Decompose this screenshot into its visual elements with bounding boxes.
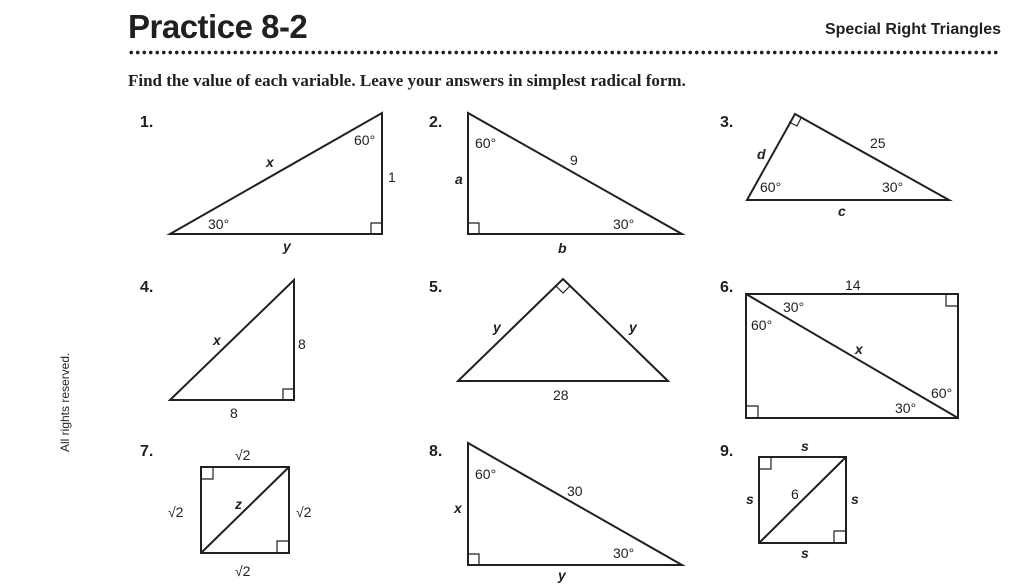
side-label: √2 <box>168 504 184 520</box>
side-label: 8 <box>298 336 306 352</box>
side-label: √2 <box>296 504 312 520</box>
side-label: a <box>455 171 463 187</box>
angle-label: 60° <box>354 132 376 148</box>
angle-label: 30° <box>613 545 635 561</box>
problem-3 <box>720 114 949 219</box>
problem-4 <box>140 279 306 421</box>
problem-5 <box>429 279 668 403</box>
problem-number: 1. <box>140 114 154 131</box>
side-label: s <box>851 491 859 507</box>
right-angle-mark <box>746 406 758 418</box>
problem-6 <box>720 277 958 418</box>
problem-number: 7. <box>140 443 154 460</box>
right-angle-mark <box>277 541 289 553</box>
angle-label: 60° <box>751 317 773 333</box>
right-angle-mark <box>371 223 382 234</box>
problem-2 <box>429 113 682 256</box>
problem-1 <box>140 113 396 254</box>
side-label: x <box>213 332 221 348</box>
angle-label: 60° <box>760 179 782 195</box>
side-label: x <box>855 341 863 357</box>
problem-7 <box>140 443 312 579</box>
problem-number: 2. <box>429 114 443 131</box>
diagonal <box>759 457 846 543</box>
side-label: 6 <box>791 486 799 502</box>
side-label: s <box>801 545 809 561</box>
side-label: 25 <box>870 135 886 151</box>
side-label: x <box>266 154 274 170</box>
side-label: y <box>493 319 501 335</box>
side-label: c <box>838 203 846 219</box>
problem-number: 5. <box>429 279 443 296</box>
angle-label: 30° <box>895 400 917 416</box>
side-label: 30 <box>567 483 583 499</box>
diagonal <box>201 467 289 553</box>
problem-number: 3. <box>720 114 734 131</box>
side-label: d <box>757 146 766 162</box>
side-label: y <box>558 567 566 583</box>
side-label: 28 <box>553 387 569 403</box>
right-angle-mark <box>468 223 479 234</box>
problem-number: 8. <box>429 443 443 460</box>
side-label: y <box>629 319 637 335</box>
side-label: 9 <box>570 152 578 168</box>
right-angle-mark <box>468 554 479 565</box>
angle-label: 30° <box>208 216 230 232</box>
side-label: b <box>558 240 567 256</box>
side-label: s <box>801 438 809 454</box>
side-label: y <box>283 238 291 254</box>
triangle <box>170 280 294 400</box>
problem-number: 4. <box>140 279 154 296</box>
side-label: 1 <box>388 169 396 185</box>
right-angle-mark <box>759 457 771 469</box>
angle-label: 30° <box>882 179 904 195</box>
angle-label: 60° <box>475 135 497 151</box>
problem-number: 9. <box>720 443 734 460</box>
angle-label: 30° <box>613 216 635 232</box>
copyright-note: All rights reserved. <box>58 352 72 452</box>
triangle <box>468 443 682 565</box>
side-label: x <box>454 500 462 516</box>
side-label: s <box>746 491 754 507</box>
angle-label: 60° <box>931 385 953 401</box>
right-angle-mark <box>946 294 958 306</box>
side-label: √2 <box>235 563 251 579</box>
instructions: Find the value of each variable. Leave your answers in simplest radical form. <box>128 71 686 90</box>
right-angle-mark <box>283 389 294 400</box>
problem-number: 6. <box>720 279 734 296</box>
triangle <box>170 113 382 234</box>
problem-8 <box>429 443 682 583</box>
triangle <box>468 113 682 234</box>
page-subtitle: Special Right Triangles <box>824 21 1001 38</box>
page-title: Practice 8-2 <box>128 8 308 45</box>
right-angle-mark <box>201 467 213 479</box>
angle-label: 60° <box>475 466 497 482</box>
side-label: √2 <box>235 447 251 463</box>
side-label: 14 <box>845 277 861 293</box>
right-angle-mark <box>834 531 846 543</box>
right-angle-mark <box>556 286 570 293</box>
problem-9 <box>720 438 859 561</box>
side-label: z <box>235 496 242 512</box>
side-label: 8 <box>230 405 238 421</box>
diagonal <box>746 294 958 418</box>
angle-label: 30° <box>783 299 805 315</box>
